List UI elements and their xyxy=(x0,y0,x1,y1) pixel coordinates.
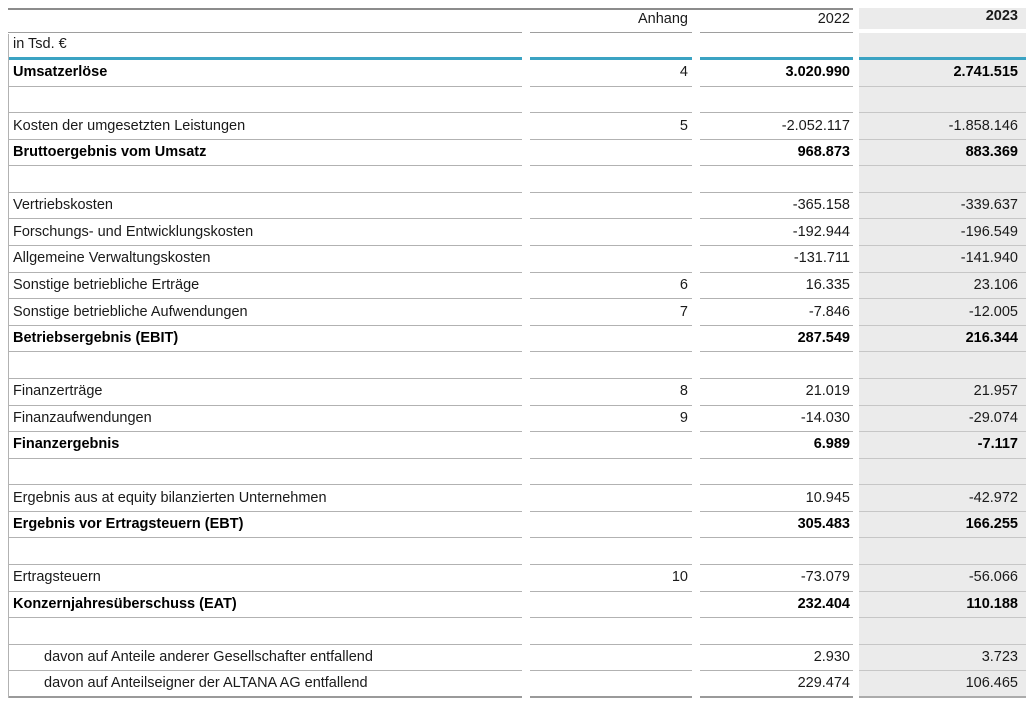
row-value-2022: -7.846 xyxy=(700,299,853,326)
table-left-border xyxy=(8,34,9,698)
row-value-2023: 166.255 xyxy=(859,512,1026,539)
table-row xyxy=(8,113,1026,140)
spacer-row xyxy=(8,87,1026,114)
row-value-2022: -2.052.117 xyxy=(700,113,853,140)
row-anhang xyxy=(530,87,692,114)
header-label-spacer xyxy=(8,8,522,33)
row-label: Finanzergebnis xyxy=(8,432,522,459)
row-anhang xyxy=(530,352,692,379)
row-anhang xyxy=(530,618,692,645)
row-label: davon auf Anteilseigner der ALTANA AG entfallend xyxy=(8,671,522,698)
row-label: Konzernjahresüberschuss (EAT) xyxy=(8,592,522,619)
row-value-2023: -56.066 xyxy=(859,565,1026,592)
row-anhang: 4 xyxy=(530,60,692,87)
row-label: Umsatzerlöse xyxy=(8,60,522,87)
row-label xyxy=(8,538,522,565)
row-value-2022: 232.404 xyxy=(700,592,853,619)
row-value-2022 xyxy=(700,352,853,379)
table-row xyxy=(8,592,1026,619)
row-value-2023: -1.858.146 xyxy=(859,113,1026,140)
row-anhang: 6 xyxy=(530,273,692,300)
header-2022: 2022 xyxy=(700,8,853,33)
table-row xyxy=(8,565,1026,592)
row-label: Sonstige betriebliche Aufwendungen xyxy=(8,299,522,326)
table-row xyxy=(8,406,1026,433)
row-anhang xyxy=(530,432,692,459)
unit-label: in Tsd. € xyxy=(8,33,522,60)
row-label: davon auf Anteile anderer Gesellschafter entfallend xyxy=(8,645,522,672)
row-value-2022: -365.158 xyxy=(700,193,853,220)
row-label: Vertriebskosten xyxy=(8,193,522,220)
row-anhang xyxy=(530,219,692,246)
row-anhang xyxy=(530,592,692,619)
row-label: Finanzaufwendungen xyxy=(8,406,522,433)
row-value-2023 xyxy=(859,87,1026,114)
row-value-2023: 216.344 xyxy=(859,326,1026,353)
row-anhang xyxy=(530,645,692,672)
row-anhang xyxy=(530,246,692,273)
row-label xyxy=(8,87,522,114)
row-value-2022: 21.019 xyxy=(700,379,853,406)
header-anhang: Anhang xyxy=(530,8,692,33)
row-label: Bruttoergebnis vom Umsatz xyxy=(8,140,522,167)
row-anhang xyxy=(530,512,692,539)
row-value-2022 xyxy=(700,538,853,565)
row-value-2022: -73.079 xyxy=(700,565,853,592)
row-value-2023: -141.940 xyxy=(859,246,1026,273)
row-anhang xyxy=(530,140,692,167)
table-row xyxy=(8,645,1026,672)
table-top-rule xyxy=(8,8,853,10)
row-label: Ertragsteuern xyxy=(8,565,522,592)
income-statement-table xyxy=(8,8,1026,698)
table-header-row xyxy=(8,8,1026,33)
row-value-2022 xyxy=(700,459,853,486)
row-value-2022: -14.030 xyxy=(700,406,853,433)
unit-2022-spacer xyxy=(700,33,853,60)
header-2023: 2023 xyxy=(859,8,1026,33)
row-value-2023 xyxy=(859,352,1026,379)
row-value-2022: 968.873 xyxy=(700,140,853,167)
row-label: Ergebnis aus at equity bilanzierten Unternehmen xyxy=(8,485,522,512)
spacer-row xyxy=(8,459,1026,486)
row-value-2022: 2.930 xyxy=(700,645,853,672)
row-label: Sonstige betriebliche Erträge xyxy=(8,273,522,300)
table-row xyxy=(8,246,1026,273)
row-anhang: 7 xyxy=(530,299,692,326)
row-value-2022: 3.020.990 xyxy=(700,60,853,87)
row-value-2022: 305.483 xyxy=(700,512,853,539)
row-label: Kosten der umgesetzten Leistungen xyxy=(8,113,522,140)
table-row xyxy=(8,299,1026,326)
row-value-2023: 3.723 xyxy=(859,645,1026,672)
table-row xyxy=(8,512,1026,539)
row-anhang: 10 xyxy=(530,565,692,592)
row-anhang xyxy=(530,326,692,353)
table-body xyxy=(8,60,1026,698)
table-row xyxy=(8,326,1026,353)
row-value-2022: 6.989 xyxy=(700,432,853,459)
table-row xyxy=(8,671,1026,698)
table-row xyxy=(8,219,1026,246)
table-row xyxy=(8,60,1026,87)
row-value-2022: -131.711 xyxy=(700,246,853,273)
spacer-row xyxy=(8,166,1026,193)
spacer-row xyxy=(8,618,1026,645)
table-row xyxy=(8,273,1026,300)
row-value-2023: -339.637 xyxy=(859,193,1026,220)
row-value-2023: 21.957 xyxy=(859,379,1026,406)
table-row xyxy=(8,485,1026,512)
row-value-2022: 287.549 xyxy=(700,326,853,353)
table-row xyxy=(8,193,1026,220)
row-value-2023: 23.106 xyxy=(859,273,1026,300)
row-value-2022: 10.945 xyxy=(700,485,853,512)
row-label: Forschungs- und Entwicklungskosten xyxy=(8,219,522,246)
row-value-2022 xyxy=(700,618,853,645)
row-value-2023: 2.741.515 xyxy=(859,60,1026,87)
row-label xyxy=(8,352,522,379)
row-value-2023: 110.188 xyxy=(859,592,1026,619)
row-anhang xyxy=(530,671,692,698)
row-value-2023: 883.369 xyxy=(859,140,1026,167)
row-anhang: 5 xyxy=(530,113,692,140)
row-label xyxy=(8,618,522,645)
row-value-2022 xyxy=(700,166,853,193)
row-anhang: 9 xyxy=(530,406,692,433)
unit-row xyxy=(8,33,1026,60)
row-value-2023: -7.117 xyxy=(859,432,1026,459)
row-value-2023: -12.005 xyxy=(859,299,1026,326)
table-row xyxy=(8,140,1026,167)
row-value-2023 xyxy=(859,538,1026,565)
row-value-2022: 229.474 xyxy=(700,671,853,698)
row-label xyxy=(8,166,522,193)
row-anhang xyxy=(530,538,692,565)
unit-2023-spacer xyxy=(859,33,1026,60)
row-value-2023 xyxy=(859,618,1026,645)
spacer-row xyxy=(8,538,1026,565)
row-value-2023 xyxy=(859,166,1026,193)
row-value-2023: -196.549 xyxy=(859,219,1026,246)
unit-anhang-spacer xyxy=(530,33,692,60)
row-value-2023 xyxy=(859,459,1026,486)
row-value-2023: -42.972 xyxy=(859,485,1026,512)
table-row xyxy=(8,432,1026,459)
row-label: Allgemeine Verwaltungskosten xyxy=(8,246,522,273)
row-anhang: 8 xyxy=(530,379,692,406)
row-label: Betriebsergebnis (EBIT) xyxy=(8,326,522,353)
row-value-2022: 16.335 xyxy=(700,273,853,300)
row-value-2023: -29.074 xyxy=(859,406,1026,433)
row-value-2023: 106.465 xyxy=(859,671,1026,698)
row-label xyxy=(8,459,522,486)
row-anhang xyxy=(530,166,692,193)
row-value-2022: -192.944 xyxy=(700,219,853,246)
row-value-2022 xyxy=(700,87,853,114)
row-label: Ergebnis vor Ertragsteuern (EBT) xyxy=(8,512,522,539)
spacer-row xyxy=(8,352,1026,379)
row-anhang xyxy=(530,459,692,486)
row-anhang xyxy=(530,485,692,512)
row-label: Finanzerträge xyxy=(8,379,522,406)
table-row xyxy=(8,379,1026,406)
row-anhang xyxy=(530,193,692,220)
